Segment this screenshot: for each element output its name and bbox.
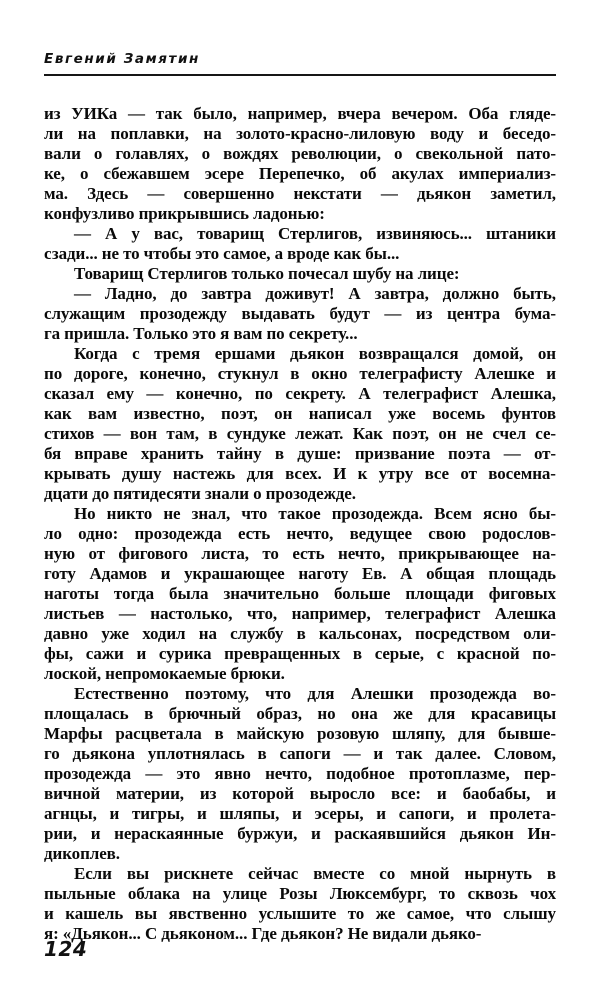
paragraph xyxy=(44,264,556,284)
paragraph xyxy=(44,864,556,944)
text-line: вичной материи, из которой выросло все: и баобабы, и xyxy=(44,784,556,803)
running-header xyxy=(44,50,556,68)
text-line: лоской, непромокаемые брюки. xyxy=(44,664,285,683)
text-line: дикоплев. xyxy=(44,844,120,863)
paragraph xyxy=(44,344,556,504)
text-line: Когда с тремя ершами дьякон возвращался домой, он xyxy=(74,344,556,363)
text-line: ло одно: прозодежда есть нечто, ведущее свою родослов- xyxy=(44,524,556,543)
text-line: как вам известно, поэт, он написал уже восемь фунтов xyxy=(44,404,556,423)
text-line: я: «Дьякон... С дьяконом... Где дьякон? Не видали дьяко- xyxy=(44,924,482,943)
paragraph xyxy=(44,104,556,224)
running-header-author: Евгений Замятин xyxy=(44,51,200,67)
text-line: листьев — настолько, что, например, телеграфист Алешка xyxy=(44,604,556,623)
body-text xyxy=(44,104,556,944)
text-line: прозодежда — это явно нечто, подобное протоплазме, пер- xyxy=(44,764,556,783)
text-line: ма. Здесь — совершенно некстати — дьякон заметил, xyxy=(44,184,556,203)
text-line: Но никто не знал, что такое прозодежда. Всем ясно бы- xyxy=(74,504,556,523)
text-line: Если вы рискнете сейчас вместе со мной нырнуть в xyxy=(74,864,556,883)
paragraph xyxy=(44,224,556,264)
paragraph xyxy=(44,284,556,344)
text-line: бя вправе хранить тайну в душе: призвание поэта — от- xyxy=(44,444,556,463)
text-line: наготы тогда была значительно больше площади фиговых xyxy=(44,584,556,603)
text-line: Естественно поэтому, что для Алешки прозодежда во- xyxy=(74,684,556,703)
text-line: га пришла. Только это я вам по секрету... xyxy=(44,324,358,343)
text-line: — Ладно, до завтра доживут! А завтра, должно быть, xyxy=(74,284,556,303)
text-line: стихов — вон там, в сундуке лежат. Как поэт, он не счел се- xyxy=(44,424,556,443)
text-line: крывать душу настежь для всех. И к утру все от восемна- xyxy=(44,464,556,483)
text-line: — А у вас, товарищ Стерлигов, извиняюсь... штаники xyxy=(74,224,556,243)
text-line: и кашель вы явственно услышите то же самое, что слышу xyxy=(44,904,556,923)
text-line: служащим прозодежду выдавать будут — из центра бума- xyxy=(44,304,556,323)
text-line: Марфы расцветала в майскую розовую шляпу, для бывше- xyxy=(44,724,556,743)
text-line: сказал ему — конечно, по секрету. А телеграфист Алешка, xyxy=(44,384,556,403)
paragraph xyxy=(44,504,556,684)
text-line: ли на поплавки, на золото-красно-лиловую воду и беседо- xyxy=(44,124,556,143)
text-line: сзади... не то чтобы это самое, а вроде как бы... xyxy=(44,244,400,263)
text-line: го дьякона уплотнялась в сапоги — и так далее. Словом, xyxy=(44,744,556,763)
text-line: ную от фигового листа, то есть нечто, прикрывающее на- xyxy=(44,544,556,563)
text-line: конфузливо прикрывшись ладонью: xyxy=(44,204,325,223)
header-rule xyxy=(44,74,556,76)
text-line: из УИКа — так было, например, вчера вечером. Оба гляде- xyxy=(44,104,556,123)
text-line: по дороге, конечно, стукнул в окно телеграфисту Алешке и xyxy=(44,364,556,383)
text-line: вали о голавлях, о вождях революции, о свекольной пато- xyxy=(44,144,556,163)
text-line: Товарищ Стерлигов только почесал шубу на лице: xyxy=(74,264,460,283)
text-line: агнцы, и тигры, и шляпы, и эсеры, и сапоги, и пролета- xyxy=(44,804,556,823)
text-line: пыльные облака на улице Розы Люксембург, то сквозь чох xyxy=(44,884,556,903)
text-line: фы, сажи и сурика превращенных в серые, с красной по- xyxy=(44,644,556,663)
text-line: рии, и нераскаянные буржуи, и раскаявшийся дьякон Ин- xyxy=(44,824,556,843)
text-line: ке, о сбежавшем эсере Перепечко, об акулах империализ- xyxy=(44,164,556,183)
text-line: давно уже ходил на службу в кальсонах, посредством оли- xyxy=(44,624,556,643)
page-number: 124 xyxy=(44,937,88,961)
text-line: дцати до пятидесяти знали о прозодежде. xyxy=(44,484,356,503)
paragraph xyxy=(44,684,556,864)
text-line: готу Адамов и украшающее наготу Ев. А общая площадь xyxy=(44,564,556,583)
text-line: площалась в брючный образ, но она же для красавицы xyxy=(44,704,556,723)
